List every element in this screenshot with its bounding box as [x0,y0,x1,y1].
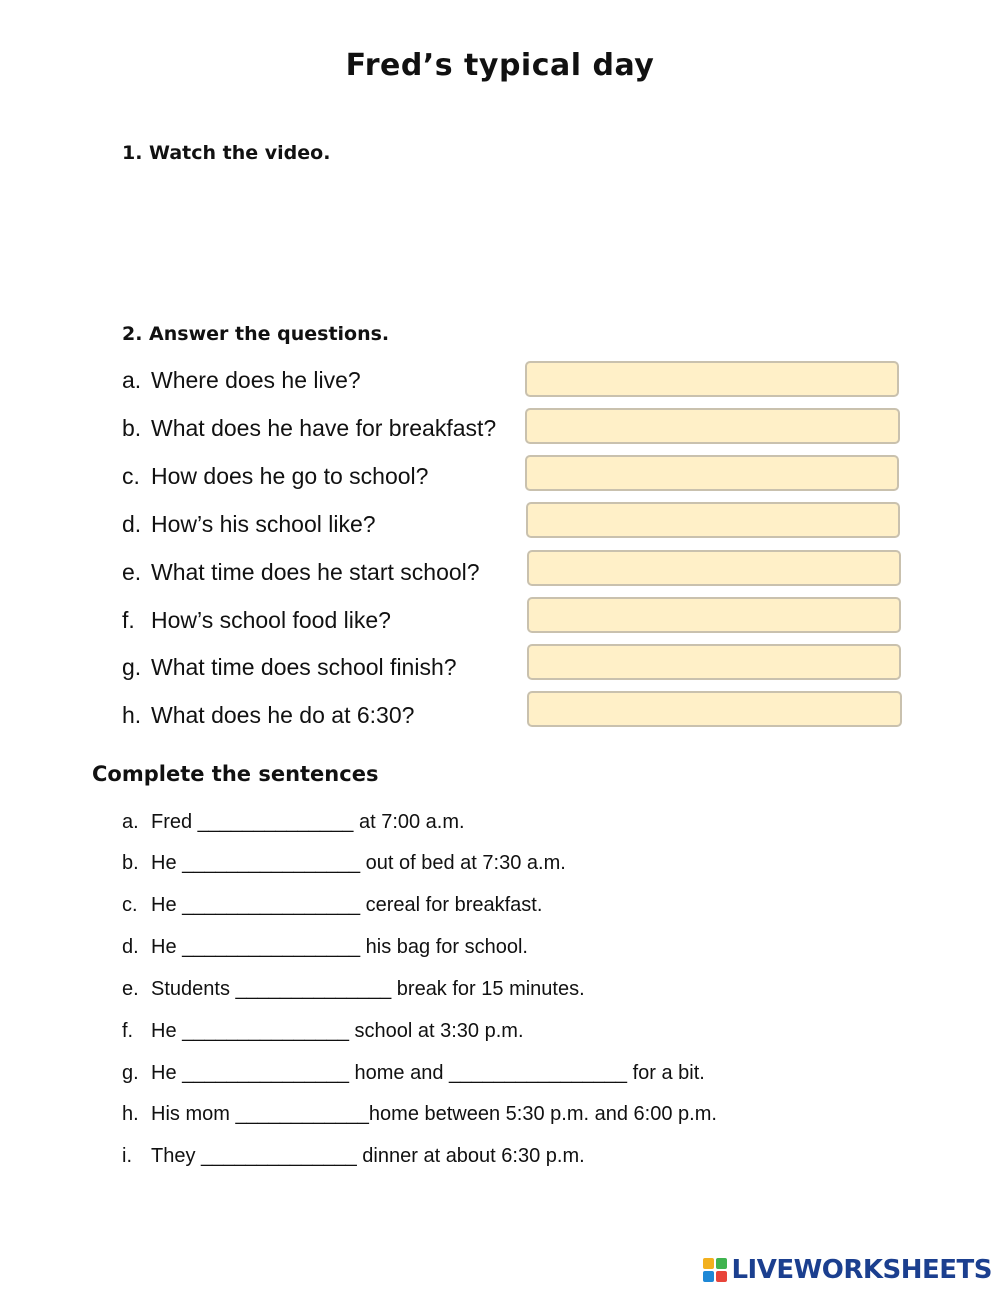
logo-text: LIVEWORKSHEETS [731,1255,992,1285]
sentence-text: Fred ______________ at 7:00 a.m. [151,811,465,833]
question-letter: f. [122,607,135,633]
watch-video-heading: 1. Watch the video. [122,142,331,164]
liveworksheets-logo [703,1253,992,1287]
question-text: Where does he live? [151,367,361,393]
sentence-text: They ______________ dinner at about 6:30 p.m. [151,1145,585,1167]
question-letter: b. [122,415,142,441]
sentence-letter: e. [122,978,139,1000]
answer-input-h[interactable] [527,691,902,727]
logo-mark-icon [703,1258,727,1282]
question-letter: g. [122,654,142,680]
sentence-text: He ________________ cereal for breakfast. [151,894,543,916]
question-letter: h. [122,702,142,728]
sentence-letter: i. [122,1145,132,1167]
sentence-text: He _______________ home and ________________ for a bit. [151,1062,705,1084]
answer-input-a[interactable] [525,361,899,397]
sentence-text: He _______________ school at 3:30 p.m. [151,1020,524,1042]
sentence-letter: d. [122,936,139,958]
logo-mark-cell [716,1258,727,1269]
question-letter: d. [122,511,142,537]
question-text: How’s his school like? [151,511,376,537]
question-text: What does he do at 6:30? [151,702,415,728]
sentence-row [122,934,528,960]
question-letter: a. [122,367,142,393]
question-row [122,509,376,539]
sentence-row [122,1101,717,1127]
sentence-row [122,850,566,876]
sentence-letter: g. [122,1062,139,1084]
question-letter: e. [122,559,142,585]
complete-sentences-heading: Complete the sentences [92,762,379,786]
question-row [122,652,457,682]
question-row [122,700,414,730]
sentence-row [122,1018,524,1044]
answer-input-g[interactable] [527,644,901,680]
question-letter: c. [122,463,140,489]
page-title: Fred’s typical day [345,48,655,83]
question-row [122,605,391,635]
logo-mark-cell [716,1271,727,1282]
question-row [122,557,480,587]
sentence-letter: f. [122,1020,134,1042]
sentence-text: He ________________ out of bed at 7:30 a.m. [151,852,566,874]
logo-mark-cell [703,1258,714,1269]
sentence-text: Students ______________ break for 15 minutes. [151,978,585,1000]
answer-input-f[interactable] [527,597,901,633]
sentence-text: He ________________ his bag for school. [151,936,528,958]
logo-mark-cell [703,1271,714,1282]
sentence-row [122,1143,585,1169]
sentence-letter: c. [122,894,138,916]
question-text: How’s school food like? [151,607,391,633]
answer-input-b[interactable] [525,408,900,444]
question-text: How does he go to school? [151,463,429,489]
sentence-text: His mom ____________home between 5:30 p.m. and 6:00 p.m. [151,1103,717,1125]
answer-questions-heading: 2. Answer the questions. [122,323,390,345]
question-text: What time does school finish? [151,654,457,680]
sentence-letter: h. [122,1103,139,1125]
sentence-row [122,976,585,1002]
question-row [122,461,428,491]
question-row [122,365,361,395]
sentence-letter: a. [122,811,139,833]
question-row [122,413,496,443]
sentence-row [122,809,465,835]
sentence-row [122,892,542,918]
question-text: What time does he start school? [151,559,480,585]
sentence-row [122,1060,705,1086]
answer-input-e[interactable] [527,550,901,586]
question-text: What does he have for breakfast? [151,415,497,441]
answer-input-c[interactable] [525,455,899,491]
sentence-letter: b. [122,852,139,874]
answer-input-d[interactable] [526,502,900,538]
